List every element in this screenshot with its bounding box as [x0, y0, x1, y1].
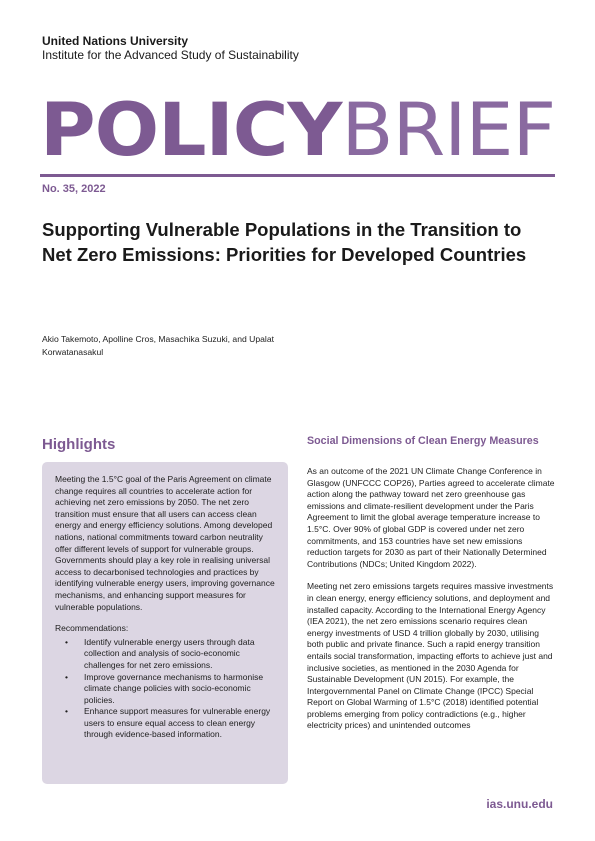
logo-rule [40, 174, 555, 177]
org-header [42, 34, 299, 62]
recommendations-heading: Recommendations: [55, 623, 129, 634]
section-heading: Social Dimensions of Clean Energy Measures [307, 435, 539, 447]
footer-url[interactable]: ias.unu.edu [486, 797, 553, 811]
recommendation-item: • Enhance support measures for vulnerable energy users to ensure equal access to clean energy through evidence-based information. [84, 706, 278, 741]
logo-word-brief: BRIEF [341, 88, 556, 173]
body-column [307, 466, 555, 743]
org-institute: Institute for the Advanced Study of Sustainability [42, 48, 299, 62]
logo-wordmark [40, 86, 555, 176]
logo-word-policy: POLICY [40, 88, 342, 173]
recommendation-item: • Identify vulnerable energy users through data collection and analysis of socio-economic challenges for net zero emissions. [84, 637, 278, 672]
policy-brief-logo [40, 86, 555, 176]
highlights-box [42, 462, 288, 784]
org-name: United Nations University [42, 34, 189, 48]
recommendations-list [55, 637, 278, 741]
highlights-heading: Highlights [42, 436, 116, 453]
brief-title: Supporting Vulnerable Populations in the Transition to Net Zero Emissions: Priorities for Developed Countries [42, 219, 527, 265]
issue-number: No. 35, 2022 [42, 183, 106, 195]
body-paragraph: Meeting net zero emissions targets requires massive investments in clean energy, energy efficiency solutions, and deployment and installed capacity. According to the International Energy Agency (IEA 2021), the net zero emissions scenario requires clean energy investments of USD 4 trillion globally by 2030, utilising both public and private finance. Such a rapid energy transition entails social transformation, impacting efforts to achieve just and inclusive societies, as mentioned in the 2030 Agenda for Sustainable Development (UN 2015). For example, the Intergovernmental Panel on Climate Change (IPCC) Special Report on Global Warming of 1.5°C (2018) identified potential problems emerging from policy contradictions (e.g., higher electricity prices) and unintended outcomes [307, 581, 554, 731]
recommendation-item: • Improve governance mechanisms to harmonise climate change policies with socio-economic policies. [84, 672, 278, 707]
highlights-summary: Meeting the 1.5°C goal of the Paris Agreement on climate change requires all countries to accelerate action for achieving net zero emissions by 2050. The net zero transition must ensure that all users can access clean energy and energy efficiency solutions. Among developed nations, national commitments toward carbon neutrality offer different levels of support for vulnerable groups. Governments should play a key role in realising universal access to decarbonised technologies and practices by identifying vulnerable energy users, improving governance mechanisms, and enhancing support measures for vulnerable populations. [55, 474, 275, 612]
authors: Akio Takemoto, Apolline Cros, Masachika Suzuki, and Upalat Korwatanasakul [42, 334, 274, 357]
body-paragraph: As an outcome of the 2021 UN Climate Change Conference in Glasgow (UNFCCC COP26), Parties agreed to accelerate climate action along the pathway toward net zero greenhouse gas emissions and climate-resilient development under the Paris Agreement to limit the global average temperature increase to 1.5°C. Over 90% of global GDP is covered under net zero commitments, and 153 countries have set new emissions reduction targets for 2030 as part of their Nationally Determined Contributions (NDCs; United Kingdom 2022). [307, 466, 555, 569]
